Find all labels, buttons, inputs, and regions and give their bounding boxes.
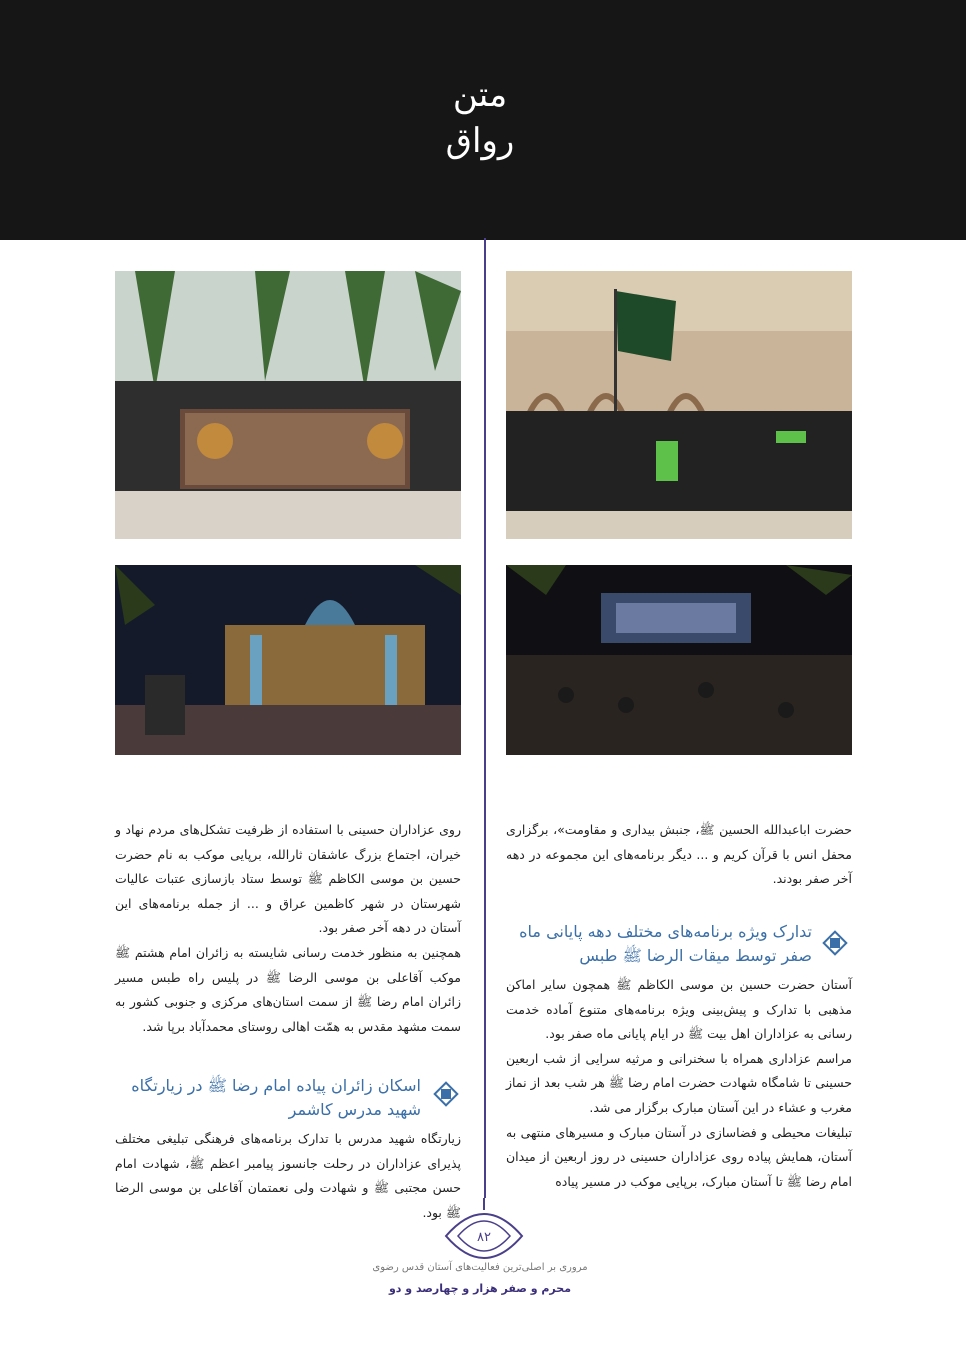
photo-shrine-night (115, 565, 461, 755)
left-heading: اسکان زائران پیاده امام رضا ﷺ در زیارتگاه شهید مدرس کاشمر (131, 1076, 421, 1119)
right-paragraph-2: مراسم عزاداری همراه با سخنرانی و مرثیه سرایی از شب اربعین حسینی تا شامگاه شهادت حضرت امام رضا ﷺ هر شب بعد از نماز مغرب و عشاء در این آستان مبارک برگزار می شد. (506, 1050, 852, 1115)
right-column-body (506, 973, 852, 1194)
photo-banner-gathering (115, 271, 461, 539)
left-paragraph-1: روی عزاداران حسینی با استفاده از ظرفیت تشکل‌های مردم نهاد و خیران، اجتماع بزرگ عاشقان ثارالله، برپایی موکب به نام حضرت حسین بن موسی الکاظم ﷺ توسط ستاد بازسازی عتبات عالیات شهرستان در شهر کاظمین عراق و ... از جمله برنامه‌های این آستان در دهه آخر صفر بود. (115, 822, 461, 936)
intro-paragraph: حضرت اباعبدالله الحسین ﷺ، جنبش بیداری و مقاومت»، برگزاری محفل انس با قرآن کریم و ... دیگر برنامه‌های این مجموعه در دهه آخر صفر بودند. (506, 822, 852, 887)
right-paragraph-3: تبلیغات محیطی و فضاسازی در آستان مبارک و مسیرهای منتهی به آستان، همایش پیاده روی عزاداران حسینی در روز اربعین از میدان امام رضا ﷺ تا آستان مبارک، برپایی موکب در مسیر پیاده (506, 1124, 852, 1189)
left-column-closing (115, 1127, 461, 1225)
page-number: ۸۲ (477, 1230, 491, 1245)
left-column-body (115, 818, 461, 1039)
left-closing-paragraph: زیارتگاه شهید مدرس با تدارک برنامه‌های فرهنگی تبلیغی مختلف پذیرای عزاداران در رحلت جانسوز پیامبر اعظم ﷺ، شهادت امام حسن مجتبی ﷺ و شهادت ولی نعمتمان آقاعلی بن موسی الرضا ﷺ بود. (115, 1131, 461, 1220)
header-band (0, 0, 966, 240)
left-paragraph-2: همچنین به منظور خدمت رسانی شایسته به زائران امام هشتم ﷺ موکب آقاعلی بن موسی الرضا ﷺ در پلیس راه طبس مسیر زائران امام رضا ﷺ از سمت استان‌های مرکزی و جنوبی کشور به سمت مشهد مقدس به همّت اهالی روستای محمدآباد برپا شد. (115, 944, 461, 1034)
photo-procession-flag (506, 271, 852, 539)
right-column-intro (506, 818, 852, 892)
ornament-icon (431, 1079, 461, 1109)
right-heading: تدارک ویژه برنامه‌های مختلف دهه پایانی ماه صفر توسط میقات الرضا ﷺ طبس (519, 922, 812, 965)
logo-line-2: رواق (445, 121, 515, 161)
page-number-emblem (436, 1196, 532, 1266)
photo-night-ceremony (506, 565, 852, 755)
footer-date: محرم و صفر هزار و چهارصد و دو (388, 1282, 572, 1295)
logo-line-1: متن (452, 75, 508, 115)
right-paragraph-1: آستان حضرت حسین بن موسی الکاظم ﷺ همچون سایر اماکن مذهبی با تدارک و پیش‌بینی ویژه برنامه‌های متنوع آماده خدمت رسانی به عزاداران اهل بیت ﷺ در ایام پایانی ماه صفر بود. (506, 977, 852, 1042)
column-divider (484, 238, 486, 1198)
ornament-icon (820, 928, 850, 958)
magazine-logo (400, 70, 560, 210)
footer-subtitle: مروری بر اصلی‌ترین فعالیت‌های آستان قدس رضوی (372, 1262, 588, 1273)
